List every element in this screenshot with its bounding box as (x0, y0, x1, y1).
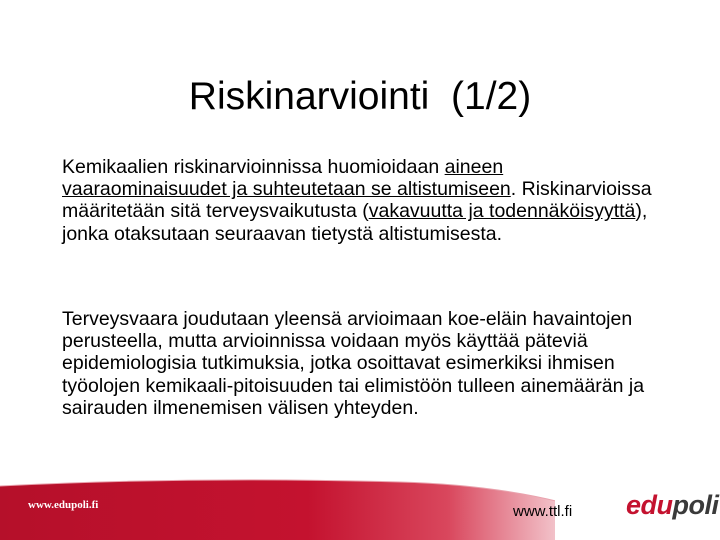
footer-banner (0, 478, 720, 540)
link-severity-probability[interactable]: vakavuutta ja todennäköisyyttä (368, 200, 636, 223)
slide-title: Riskinarviointi (1/2) (188, 75, 532, 118)
paragraph-health-hazard: Terveysvaara joudutaan yleensä arvioimaan koe-eläin havaintojen perusteella, mutta arvioinnissa voidaan myös käyttää päteviä epidemiologisia tutkimuksia, jotka osoittavat esimerkiksi ihmisen työolojen kemikaali-pitoisuuden tai elimistöön tulleen ainemäärän ja sairauden ilmenemisen välisen yhteyden. (62, 308, 645, 419)
paragraph1-text-1: Kemikaalien riskinarvioinnissa huomioidaan (62, 156, 445, 178)
link-hazard-properties[interactable]: aineen vaaraominaisuudet ja suhteutetaan se altistumiseen (62, 156, 511, 201)
paragraph1-text-2: . Riskinarvioissa määritetään sitä terveysvaikutusta ( (62, 178, 652, 223)
footer-red-swoosh (0, 478, 720, 540)
paragraph1-text-3: ), jonka otaksutaan seuraavan tietystä altistumisesta. (62, 200, 648, 245)
edupoli-logo: edupoli (626, 490, 719, 520)
paragraph-risk-assessment (62, 156, 672, 245)
ttl-url[interactable]: www.ttl.fi (513, 503, 573, 520)
edupoli-url[interactable]: www.edupoli.fi (28, 499, 99, 511)
